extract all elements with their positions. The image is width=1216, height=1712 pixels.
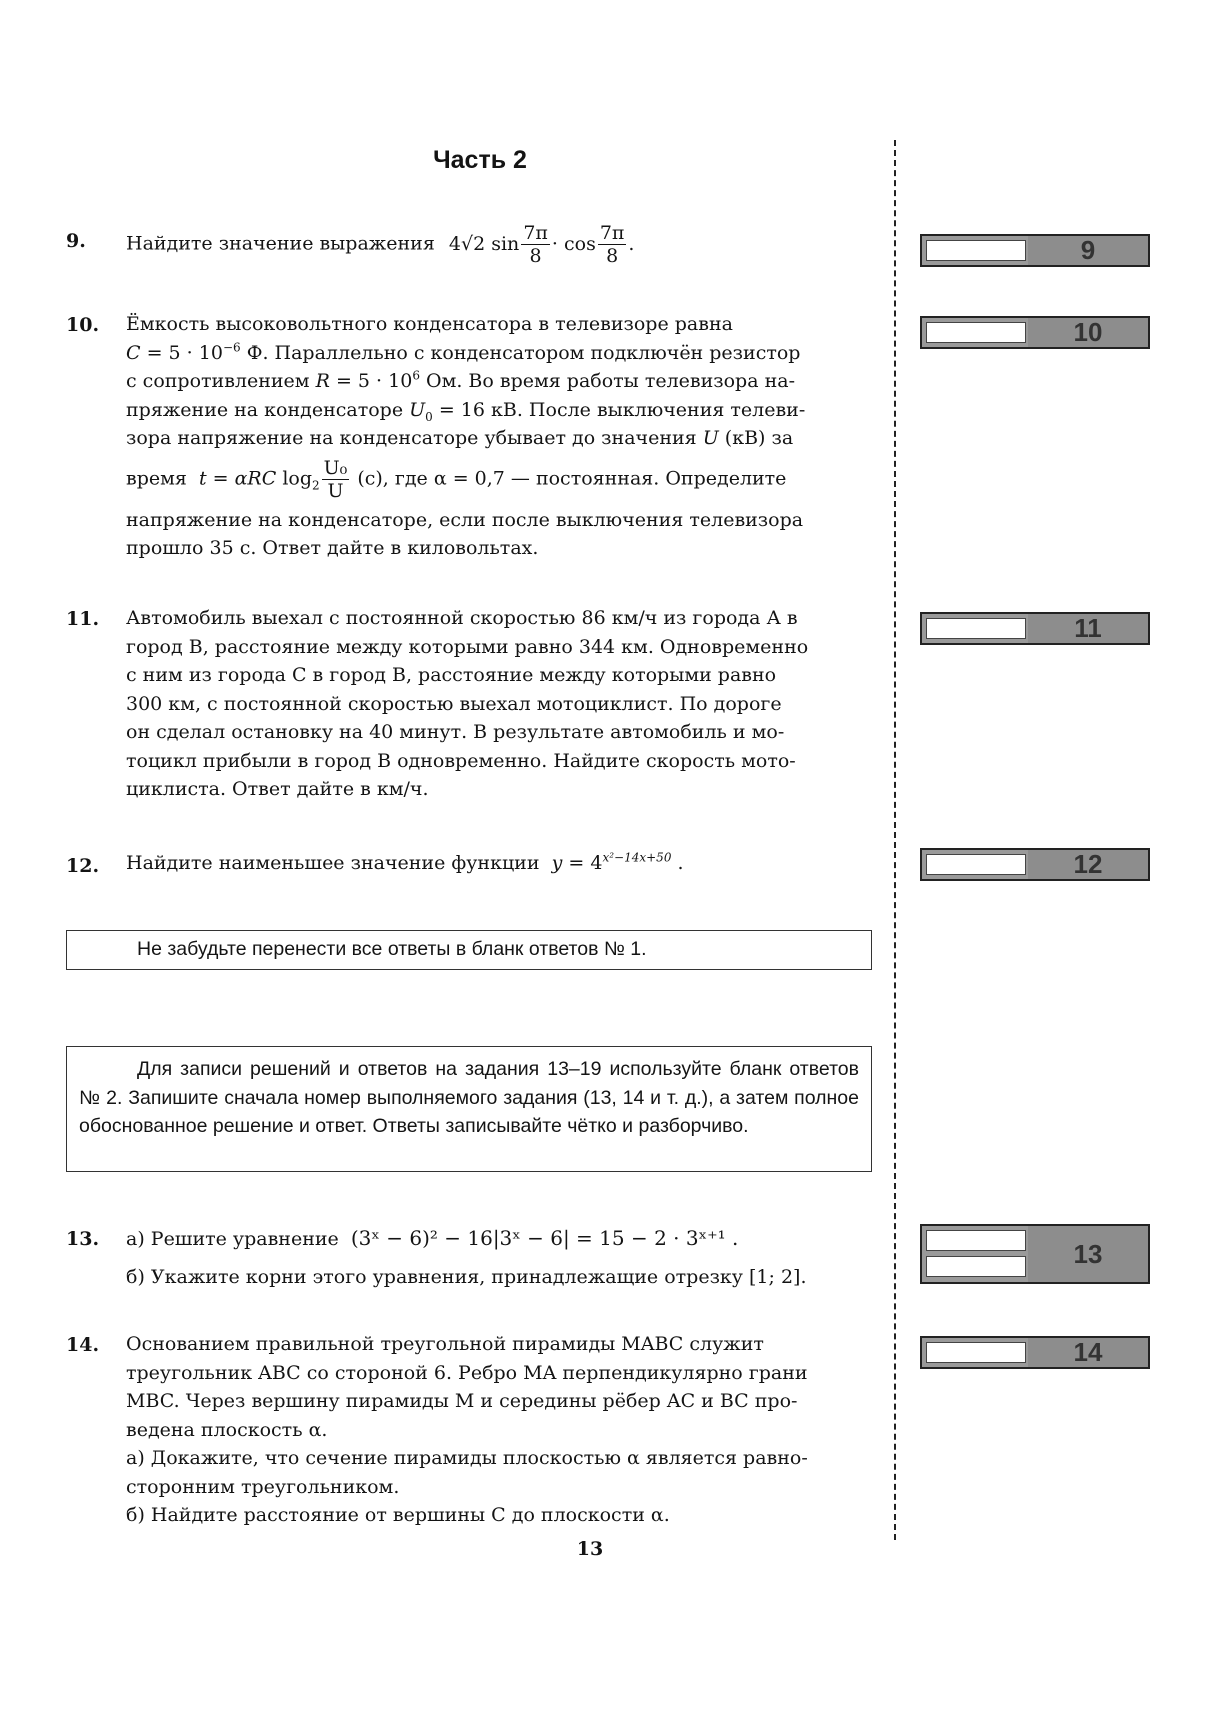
task-14-line: треугольник ABC со стороной 6. Ребро MA перпендикулярно грани bbox=[126, 1361, 808, 1384]
task-10-frac: $\frac{\text{U₀}}{U}$ bbox=[323, 456, 348, 502]
task-10-line: время t = αRC $\log_2$ $\frac{\text{U₀}}{U}$ (с), где α = 0,7 — постоянная. Определите bbox=[126, 456, 787, 502]
page-number: 13 bbox=[576, 1538, 604, 1560]
note-answer-sheet-2: Для записи решений и ответов на задания 13–19 используйте бланк ответов № 2. Запишите сначала номер выполняемого задания (13, 14 и т. д.), а затем полное обоснованное решение и ответ. Ответы записывайте чётко и разборчиво. bbox=[66, 1046, 872, 1172]
task-11-line: тоцикл прибыли в город В одновременно. Найдите скорость мото- bbox=[126, 749, 796, 772]
task-9-frac-2: $\frac{7\pi}{8}$ bbox=[599, 222, 625, 267]
answer-field-9[interactable] bbox=[926, 240, 1026, 261]
task-11-text bbox=[126, 604, 874, 804]
task-11-line: город В, расстояние между которыми равно 344 км. Одновременно bbox=[126, 635, 809, 658]
task-11-line: с ним из города С в город В, расстояние между которыми равно bbox=[126, 664, 777, 686]
task-10-line: с сопротивлением $R = 5 \cdot 10^6$ Ом. Во время работы телевизора на- bbox=[126, 368, 795, 392]
task-12-number: 12. bbox=[66, 855, 100, 877]
answer-label-12: 12 bbox=[1028, 850, 1148, 879]
task-13-part-a bbox=[126, 1226, 738, 1250]
task-9-frac-1: $\frac{7\pi}{8}$ bbox=[523, 222, 548, 267]
task-13-part-b: б) Укажите корни этого уравнения, принадлежащие отрезку [1; 2]. bbox=[126, 1266, 807, 1288]
task-11-line: Автомобиль выехал с постоянной скоростью 86 км/ч из города А в bbox=[126, 607, 798, 629]
answer-label-10: 10 bbox=[1028, 318, 1148, 347]
task-10-line: $C = 5 \cdot 10^{-6}$ Ф. Параллельно с конденсатором подключён резистор bbox=[126, 340, 801, 364]
task-13-number: 13. bbox=[66, 1228, 100, 1250]
task-13-a-label: а) Решите уравнение bbox=[126, 1228, 339, 1250]
answer-label-14: 14 bbox=[1028, 1338, 1148, 1367]
task-9-cos: cos bbox=[563, 232, 596, 255]
answer-box-10[interactable] bbox=[920, 316, 1150, 349]
answer-field-14[interactable] bbox=[926, 1342, 1026, 1363]
task-9-number: 9. bbox=[66, 230, 86, 252]
answer-box-12[interactable] bbox=[920, 848, 1150, 881]
task-14-line: MBC. Через вершину пирамиды M и середины рёбер AC и BC про- bbox=[126, 1390, 798, 1412]
task-12-text: Найдите наименьшее значение функции $y = 4^{x^2-14x+50}$ . bbox=[126, 850, 684, 874]
answer-field-12[interactable] bbox=[926, 854, 1026, 875]
answer-box-9[interactable] bbox=[920, 234, 1150, 267]
answer-box-14[interactable] bbox=[920, 1336, 1150, 1369]
answer-field-10[interactable] bbox=[926, 322, 1026, 343]
task-9-expression: 4√2 sin $\frac{7\pi}{8}$ · cos $\frac{7\pi}{8}$ . bbox=[448, 222, 635, 267]
answer-label-13: 13 bbox=[1028, 1226, 1148, 1282]
task-10-line: пряжение на конденсаторе $U_0 = 16$ кВ. После выключения телеви- bbox=[126, 398, 806, 424]
task-10-line: зора напряжение на конденсаторе убывает до значения U (кВ) за bbox=[126, 427, 794, 449]
answer-field-13a[interactable] bbox=[926, 1230, 1026, 1251]
task-14-text bbox=[126, 1330, 874, 1530]
task-12-prompt: Найдите наименьшее значение функции bbox=[126, 852, 540, 874]
task-9-coef: 4√2 bbox=[448, 232, 486, 255]
task-11-number: 11. bbox=[66, 608, 100, 630]
note-transfer-answers: Не забудьте перенести все ответы в бланк ответов № 1. bbox=[66, 930, 872, 970]
answer-label-9: 9 bbox=[1028, 236, 1148, 265]
task-12-exp: x²−14x+50 bbox=[602, 850, 672, 865]
task-14-number: 14. bbox=[66, 1334, 100, 1356]
answer-field-11[interactable] bbox=[926, 618, 1026, 639]
task-10-number: 10. bbox=[66, 314, 100, 336]
task-14-line: Основанием правильной треугольной пирамиды MABC служит bbox=[126, 1333, 764, 1355]
cut-line bbox=[894, 140, 896, 1540]
answer-box-11[interactable] bbox=[920, 612, 1150, 645]
task-11-line: циклиста. Ответ дайте в км/ч. bbox=[126, 778, 429, 800]
task-14-line: ведена плоскость α. bbox=[126, 1418, 328, 1441]
task-14-line: сторонним треугольником. bbox=[126, 1475, 400, 1498]
task-10-line: прошло 35 с. Ответ дайте в киловольтах. bbox=[126, 537, 539, 559]
task-14-line: а) Докажите, что сечение пирамиды плоскостью α является равно- bbox=[126, 1447, 808, 1469]
task-10-line: Ёмкость высоковольтного конденсатора в телевизоре равна bbox=[126, 313, 733, 335]
task-12-eq: = 4 bbox=[568, 852, 603, 874]
task-13-a-math: (3ˣ − 6)² − 16|3ˣ − 6| = 15 − 2 · 3ˣ⁺¹ . bbox=[350, 1226, 739, 1250]
task-9-sin: sin bbox=[491, 232, 520, 255]
task-11-line: 300 км, с постоянной скоростью выехал мотоциклист. По дороге bbox=[126, 692, 782, 715]
task-12-y: y bbox=[551, 852, 563, 874]
task-14-line: б) Найдите расстояние от вершины C до плоскости α. bbox=[126, 1504, 670, 1526]
answer-label-11: 11 bbox=[1028, 614, 1148, 643]
task-11-line: он сделал остановку на 40 минут. В результате автомобиль и мо- bbox=[126, 721, 785, 743]
answer-field-13b[interactable] bbox=[926, 1256, 1026, 1277]
task-9-prompt: Найдите значение выражения bbox=[126, 232, 435, 255]
page-title: Часть 2 bbox=[433, 146, 527, 174]
answer-box-13[interactable] bbox=[920, 1224, 1150, 1284]
task-9-text bbox=[126, 222, 634, 267]
task-10-text bbox=[126, 310, 874, 563]
task-10-line: напряжение на конденсаторе, если после выключения телевизора bbox=[126, 508, 804, 531]
